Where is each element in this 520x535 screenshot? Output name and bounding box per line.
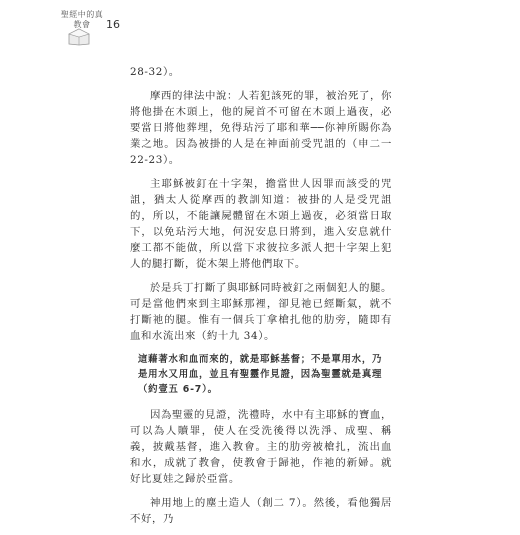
paragraph-cross-curse: 主耶穌被釘在十字架，擔當世人因罪而該受的咒詛，猶太人從摩西的教訓知道：被掛的人是受咒詛的，所以，不能讓屍體留在木頭上過夜，必須當日取下，以免玷污大地，何況安息日將到，進入安息就什麼工都不能做，所以當下求彼拉多派人把十字架上犯人的腿打斷，從木架上將他們取下。: [130, 178, 392, 270]
paragraph-creation: 神用地上的塵土造人（創二 7）。然後，看他獨居不好，乃: [130, 497, 392, 525]
church-logo-icon: [68, 28, 90, 46]
paragraph-holy-spirit-witness: 因為聖靈的見證，洗禮時，水中有主耶穌的寶血，可以為人贖罪，使人在受洗後得以洗淨、成聖、稱義，披戴基督，進入教會。主的肋旁被槍扎，流出血和水，成就了教會，使教會于歸祂，作祂的新婦。就好比夏娃之歸於亞當。: [130, 409, 392, 485]
page-header: [40, 6, 160, 56]
paragraph-legs-broken: 於是兵丁打斷了與耶穌同時被釘之兩個犯人的腿。可是當他們來到主耶穌那裡，卻見祂已經斷氣，就不打斷祂的腿。惟有一個兵丁拿槍扎他的肋旁，隨即有血和水流出來（約十九 34）。: [130, 282, 392, 342]
page-number: 16: [106, 18, 120, 31]
page-content: [130, 64, 392, 535]
paragraph-continuation: 28-32）。: [130, 66, 180, 78]
scripture-quote: 這藉著水和血而來的，就是耶穌基督；不是單用水，乃是用水又用血，並且有聖靈作見證，因為聖靈就是真理（約壹五 6-7）。: [138, 354, 383, 395]
paragraph-law-of-moses: 摩西的律法中說：人若犯該死的罪，被治死了，你將他掛在木頭上，他的屍首不可留在木頭上過夜，必要當日將他葬埋，免得玷污了耶和華──你神所賜你為業之地。因為被掛的人是在神面前受咒詛的（申二一 22-23）。: [130, 90, 392, 166]
book-title: 聖經中的真教會: [60, 10, 104, 29]
